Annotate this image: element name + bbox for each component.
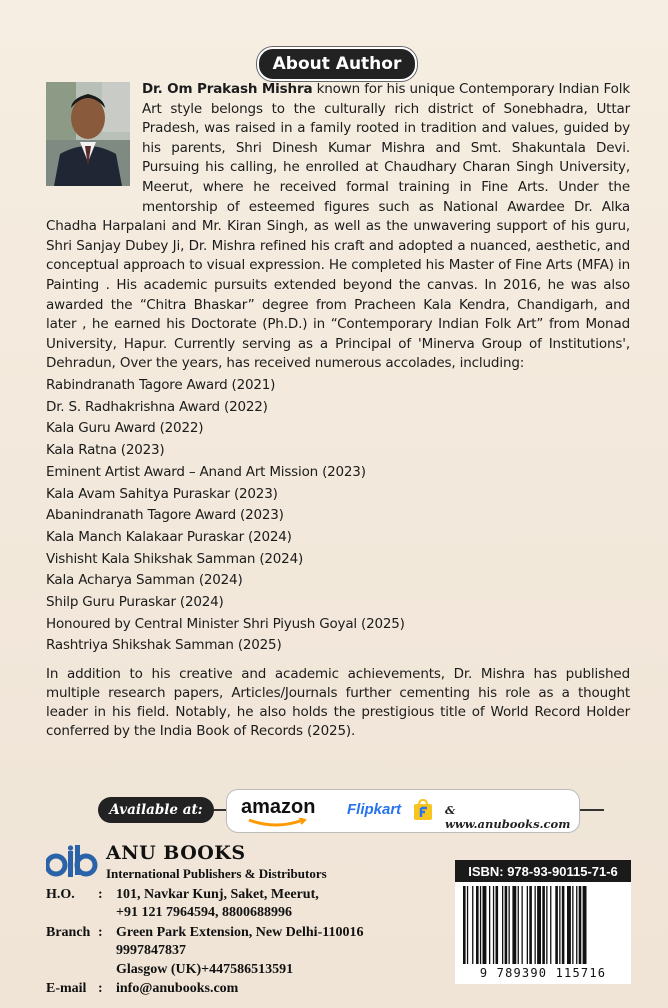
awards-list bbox=[46, 375, 606, 657]
isbn-number: ISBN: 978-93-90115-71-6 bbox=[455, 860, 631, 882]
award-item: Shilp Guru Puraskar (2024) bbox=[46, 594, 224, 611]
author-name: Dr. Om Prakash Mishra bbox=[142, 81, 313, 97]
amazon-link[interactable] bbox=[241, 796, 315, 819]
award-item: Vishisht Kala Shikshak Samman (2024) bbox=[46, 550, 304, 567]
award-item: Honoured by Central Minister Shri Piyush Goyal (2025) bbox=[46, 615, 405, 632]
amazon-smile-icon bbox=[241, 818, 311, 828]
award-item: Kala Manch Kalakaar Puraskar (2024) bbox=[46, 528, 292, 545]
head-office-label: H.O. bbox=[46, 887, 75, 902]
head-office-line-1 bbox=[46, 887, 319, 903]
about-author-title: About Author bbox=[257, 47, 417, 81]
head-office-phone: +91 121 7964594, 8800688996 bbox=[116, 905, 292, 920]
photo-spacer bbox=[46, 80, 142, 198]
flipkart-link[interactable]: Flipkart bbox=[347, 801, 402, 818]
email-address[interactable]: info@anubooks.com bbox=[116, 981, 239, 996]
website-link[interactable]: & www.anubooks.com bbox=[445, 803, 571, 831]
award-item: Dr. S. Radhakrishna Award (2022) bbox=[46, 398, 268, 415]
available-at-label: Available at: bbox=[98, 797, 214, 823]
award-item: Kala Acharya Samman (2024) bbox=[46, 572, 243, 589]
publisher-name: ANU BOOKS bbox=[106, 842, 246, 864]
store-links bbox=[226, 789, 580, 833]
branch-line-1 bbox=[46, 925, 363, 941]
branch-address: Green Park Extension, New Delhi-110016 bbox=[116, 925, 364, 940]
author-biography bbox=[46, 80, 630, 374]
branch-label: Branch bbox=[46, 925, 91, 940]
award-item: Abanindranath Tagore Award (2023) bbox=[46, 507, 284, 524]
amazon-logo-text: amazon bbox=[241, 796, 316, 818]
isbn-barcode-box bbox=[455, 860, 631, 984]
separator: : bbox=[98, 887, 103, 902]
biography-text: known for his unique Contemporary Indian Folk Art style belongs to the culturally rich district of Sonebhadra, Uttar Pradesh, was raised in a family rooted in tradition and values, guided by his parents, Shri Dinesh Kumar Mishra and Smt. Shakuntala Devi. Pursuing his calling, he enrolled at Chaudhary Charan Singh University, Meerut, where he received formal training in Fine Arts. Under the mentorship of esteemed figures such as National Awardee Dr. Alka Chadha Harpalani and Mr. Kiran Singh, as well as the unwavering support of his guru, Shri Sanjay Dubey Ji, Dr. Mishra refined his craft and adopted a nuanced, aesthetic, and conceptual approach to visual expression. He completed his Master of Fine Arts (MFA) in Painting . His academic pursuits extended beyond the canvas. In 2016, he was also awarded the “Chitra Bhaskar” degree from Pracheen Kala Kendra, Chandigarh, and later , he earned his Doctorate (Ph.D.) in “Contemporary Indian Folk Art” from Monad University, Hapur. Currently serving as a Principal of 'Minerva Group of Institutions', Dehradun, Over the years, has received numerous accolades, including: bbox=[46, 81, 630, 372]
award-item: Kala Avam Sahitya Puraskar (2023) bbox=[46, 485, 278, 502]
award-item: Rabindranath Tagore Award (2021) bbox=[46, 377, 276, 393]
email-line bbox=[46, 981, 238, 997]
award-item: Rashtriya Shikshak Samman (2025) bbox=[46, 637, 282, 654]
award-item: Eminent Artist Award – Anand Art Mission (2023) bbox=[46, 463, 366, 480]
barcode-icon bbox=[459, 886, 627, 964]
barcode-digits: 9 789390 115716 bbox=[479, 966, 607, 980]
flipkart-bag-icon bbox=[413, 799, 433, 821]
branch-glasgow: Glasgow (UK)+447586513591 bbox=[116, 962, 294, 977]
email-label: E-mail bbox=[46, 981, 87, 996]
separator: : bbox=[98, 925, 103, 940]
publisher-tagline: International Publishers & Distributors bbox=[106, 866, 327, 881]
closing-paragraph: In addition to his creative and academic achievements, Dr. Mishra has published multiple research papers, Articles/Journals further cementing his role as a thought leader in his field. Notably, he also holds the prestigious title of World Record Holder conferred by the India Book of Records (2025). bbox=[46, 666, 630, 739]
award-item: Kala Ratna (2023) bbox=[46, 442, 165, 459]
anu-books-logo-icon bbox=[46, 845, 100, 879]
separator: : bbox=[98, 981, 103, 996]
branch-phone: 9997847837 bbox=[116, 943, 186, 958]
award-item: Kala Guru Award (2022) bbox=[46, 420, 204, 437]
head-office-address: 101, Navkar Kunj, Saket, Meerut, bbox=[116, 887, 319, 902]
